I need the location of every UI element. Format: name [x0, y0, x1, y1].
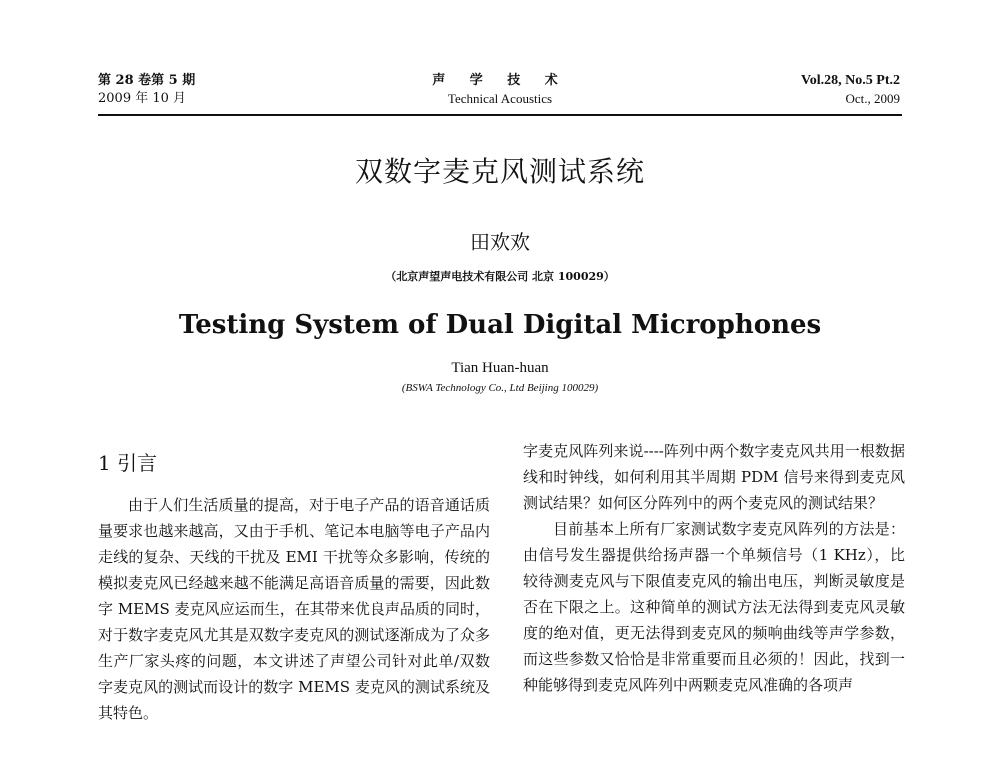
right-column [523, 438, 905, 698]
section-heading: 1 引言 [98, 451, 158, 475]
issue-volume: 第 28 卷第 5 期 [98, 73, 196, 88]
journal-name-cn: 声 学 技 术 [432, 73, 568, 88]
journal-name [400, 72, 600, 108]
affiliation-en: (BSWA Technology Co., Ltd Beijing 100029) [401, 382, 599, 394]
issue-date-en: Oct., 2009 [845, 91, 900, 106]
issue-volume-en: Vol.28, No.5 Pt.2 [800, 73, 900, 88]
header-rule [98, 114, 902, 116]
author-en: Tian Huan-huan [451, 360, 549, 376]
body-paragraph: 目前基本上所有厂家测试数字麦克风阵列的方法是：由信号发生器提供给扬声器一个单频信号（1 KHz），比较待测麦克风与下限值麦克风的输出电压，判断灵敏度是否在下限之上。这种简单的测试方法无法得到麦克风灵敏度的绝对值，更无法得到麦克风的频响曲线等声学参数，而这些参数又恰恰是非常重要而且必须的！因此，找到一种能够得到麦克风阵列中两颗麦克风准确的各项声 [523, 520, 905, 694]
body-paragraph: 字麦克风阵列来说----阵列中两个数字麦克风共用一根数据线和时钟线，如何利用其半周期 PDM 信号来得到麦克风测试结果？如何区分阵列中的两个麦克风的测试结果？ [523, 442, 905, 512]
journal-issue-en [801, 72, 900, 108]
author-cn: 田欢欢 [470, 230, 530, 254]
affiliation-cn: （北京声望声电技术有限公司 北京 100029） [385, 270, 615, 283]
left-column [98, 448, 490, 726]
journal-issue-cn [98, 72, 195, 108]
journal-name-en: Technical Acoustics [447, 91, 553, 106]
paper-title-cn: 双数字麦克风测试系统 [354, 155, 645, 188]
paper-title-en: Testing System of Dual Digital Microphones [178, 310, 822, 340]
body-paragraph: 由于人们生活质量的提高，对于电子产品的语音通话质量要求也越来越高，又由于手机、笔记本电脑等电子产品内走线的复杂、天线的干扰及 EMI 干扰等众多影响，传统的模拟麦克风已经越来越不能满足高语音质量的需要，因此数字 MEMS 麦克风应运而生，在其带来优良声品质的同时，对于数字麦克风尤其是双数字麦克风的测试逐渐成为了众多生产厂家头疼的问题，本文讲述了声望公司针对此单/双数字麦克风的测试而设计的数字 MEMS 麦克风的测试系统及其特色。 [98, 496, 490, 722]
issue-date: 2009 年 10 月 [98, 91, 187, 106]
